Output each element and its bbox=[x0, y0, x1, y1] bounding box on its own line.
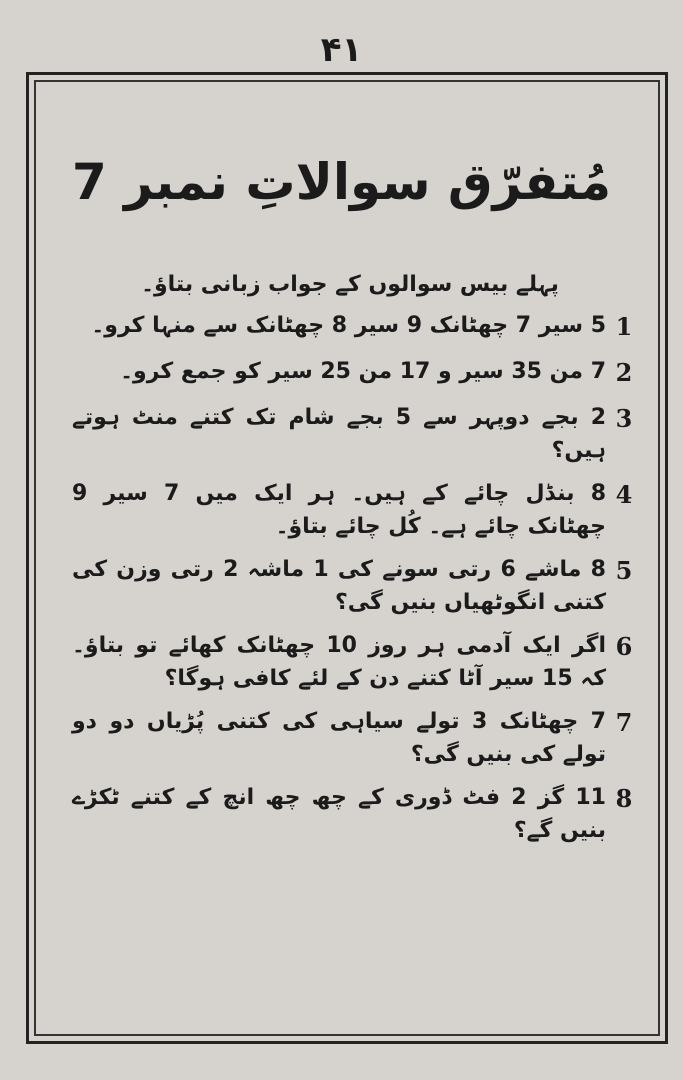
question-number: 8 bbox=[615, 784, 633, 813]
question-number: 7 bbox=[615, 708, 633, 737]
question-item bbox=[58, 781, 642, 847]
page-title: مُتفرّق سوالاتِ نمبر 7 bbox=[71, 153, 612, 211]
question-item bbox=[58, 629, 642, 695]
question-number: 1 bbox=[615, 312, 633, 341]
question-item bbox=[58, 309, 642, 345]
question-text: 7 چھٹانک 3 تولے سیاہی کی کتنی پُڑیاں دو دو تولے کی بنیں گی؟ bbox=[72, 709, 606, 767]
question-text: 2 بجے دوپہر سے 5 بجے شام تک کتنے منٹ ہوتے ہیں؟ bbox=[72, 405, 606, 463]
intro-text: پہلے بیس سوالوں کے جواب زبانی بتاؤ۔ bbox=[141, 272, 559, 297]
question-number: 5 bbox=[615, 556, 633, 585]
question-text: 8 بنڈل چائے کے ہیں۔ ہر ایک میں 7 سیر 9 چھٹانک چائے ہے۔ کُل چائے بتاؤ۔ bbox=[72, 481, 606, 539]
question-item bbox=[58, 401, 642, 467]
question-number: 6 bbox=[615, 632, 633, 661]
question-text: 5 سیر 7 چھٹانک 9 سیر 8 چھٹانک سے منہا کرو۔ bbox=[91, 313, 606, 338]
question-number: 4 bbox=[615, 480, 633, 509]
question-item bbox=[58, 355, 642, 391]
question-number: 3 bbox=[615, 404, 633, 433]
question-list bbox=[58, 268, 642, 857]
question-item bbox=[58, 553, 642, 619]
question-text: 8 ماشے 6 رتی سونے کی 1 ماشہ 2 رتی وزن کی کتنی انگوٹھیاں بنیں گی؟ bbox=[72, 557, 606, 615]
question-number: 2 bbox=[615, 358, 633, 387]
question-item bbox=[58, 477, 642, 543]
question-item bbox=[58, 705, 642, 771]
page-number: ۴۱ bbox=[320, 30, 363, 70]
question-text: اگر ایک آدمی ہر روز 10 چھٹانک کھائے تو بتاؤ۔ کہ 15 سیر آٹا کتنے دن کے لئے کافی ہوگا؟ bbox=[72, 633, 606, 691]
question-text: 11 گز 2 فٹ ڈوری کے چھ چھ انچ کے کتنے ٹکڑے بنیں گے؟ bbox=[72, 785, 606, 843]
question-text: 7 من 35 سیر و 17 من 25 سیر کو جمع کرو۔ bbox=[120, 359, 606, 384]
